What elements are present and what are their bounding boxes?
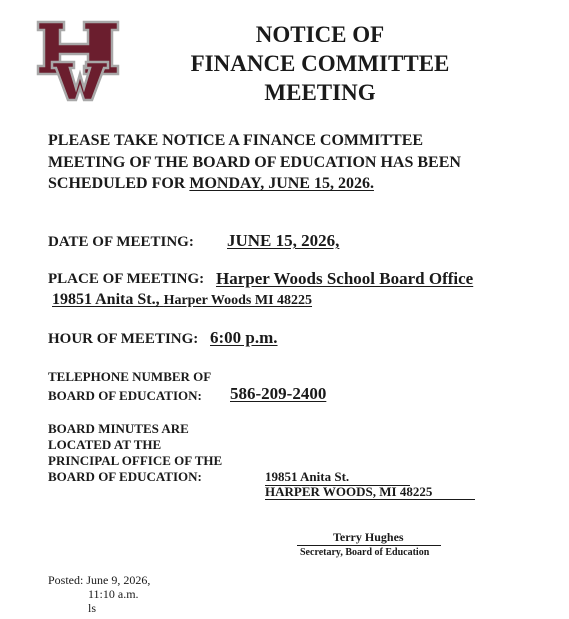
signature-name: Terry Hughes [333,530,404,544]
place-address-city: Harper Woods MI 48225 [163,293,313,308]
minutes-address-2-underline [265,499,475,500]
place-value: Harper Woods School Board Office [216,269,474,288]
hour-value: 6:00 p.m. [210,328,278,347]
notice-line-2: MEETING OF THE BOARD OF EDUCATION HAS BEEN [48,153,461,171]
phone-label [48,369,211,404]
hour-label: HOUR OF MEETING: [48,331,199,347]
minutes-line-3: PRINCIPAL OFFICE OF THE [48,453,223,468]
minutes-line-1: BOARD MINUTES ARE [48,421,189,436]
posted-line-3: ls [88,601,97,615]
school-logo [34,18,122,104]
notice-line-1: PLEASE TAKE NOTICE A FINANCE COMMITTEE [48,132,424,149]
posted-line-1: Posted: June 9, 2026, [48,573,151,587]
phone-label-line-1: TELEPHONE NUMBER OF [48,369,212,384]
hw-logo-icon [34,18,122,104]
place-address-street: 19851 Anita St., [52,291,160,308]
minutes-line-4: BOARD OF EDUCATION: [48,469,202,484]
phone-label-line-2: BOARD OF EDUCATION: [48,388,202,403]
notice-title [160,20,480,107]
signature-underline [297,545,441,546]
place-address [52,291,312,309]
phone-value: 586-209-2400 [230,384,327,403]
minutes-label [48,421,222,485]
notice-line-3 [48,173,461,195]
notice-paragraph [48,130,461,195]
title-line-3: MEETING [264,80,376,105]
date-value: JUNE 15, 2026, [227,231,340,250]
posted-line-2: 11:10 a.m. [88,587,139,601]
minutes-line-2: LOCATED AT THE [48,437,162,452]
minutes-address-2: HARPER WOODS, MI 48225 [265,484,433,499]
title-line-2: FINANCE COMMITTEE [190,51,450,76]
signature-title: Secretary, Board of Education [300,547,430,558]
minutes-address-1: 19851 Anita St. [265,469,350,484]
title-line-1: NOTICE OF [255,22,385,47]
place-label: PLACE OF MEETING: [48,271,205,287]
meeting-day-date: MONDAY, JUNE 15, 2026. [189,175,374,192]
date-label: DATE OF MEETING: [48,234,194,250]
notice-line-3-prefix: SCHEDULED FOR [48,175,190,192]
